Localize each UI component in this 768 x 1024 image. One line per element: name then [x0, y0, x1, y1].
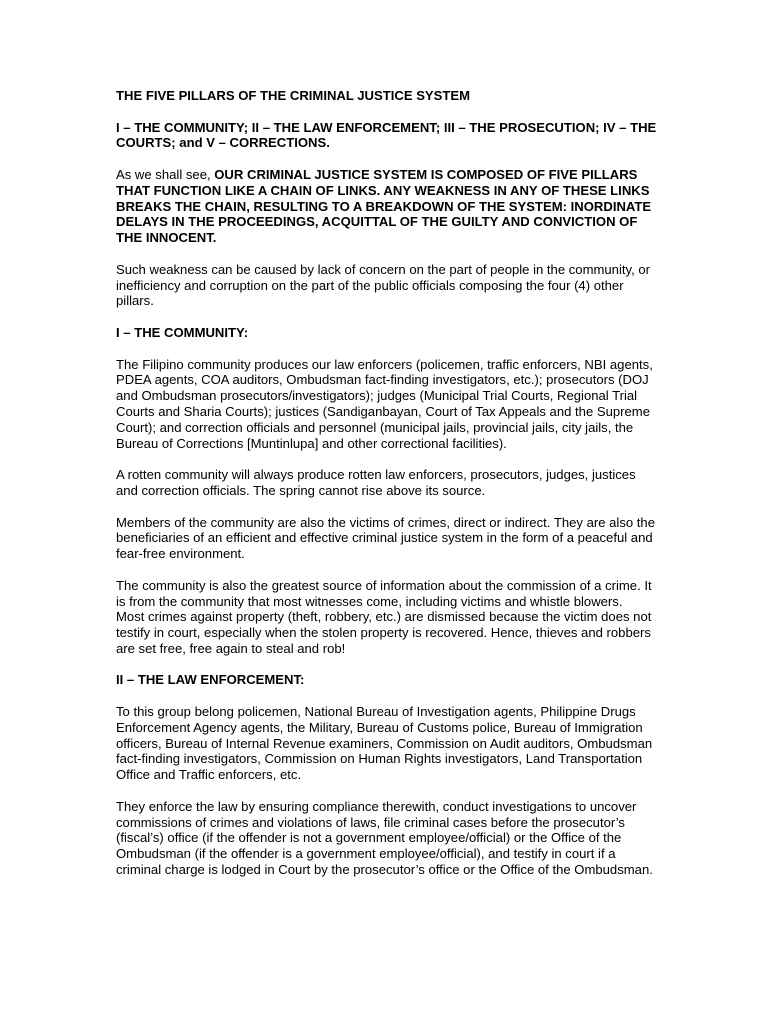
law-enforcement-paragraph-1: To this group belong policemen, National Bureau of Investigation agents, Philippine Drugs Enforcement Agency agents, the Military, Bureau of Customs police, Bureau of Immigration officers, Bureau of Internal Revenue examiners, Commission on Audit auditors, Ombudsman fact-finding investigators, Commission on Human Rights investigators, Land Transportation Office and Traffic enforcers, etc. — [116, 704, 653, 783]
section-heading-law-enforcement: II – THE LAW ENFORCEMENT: — [116, 672, 305, 688]
community-paragraph-4: The community is also the greatest source of information about the commission of a crime. It is from the community that most witnesses come, including victims and whistle blowers. — [116, 577, 652, 609]
section-heading-community: I – THE COMMUNITY: — [116, 324, 249, 340]
intro-paragraph — [116, 167, 658, 246]
community-paragraph-1: The Filipino community produces our law enforcers (policemen, traffic enforcers, NBI agents, PDEA agents, COA auditors, Ombudsman fact-finding investigators, etc.); prosecutors (DOJ and Ombudsman prosecutors/investigators); judges (Municipal Trial Courts, Regional Trial Courts and Sharia Courts); justices (Sandiganbayan, Court of Tax Appeals and the Supreme Court); and correction officials and personnel (municipal jails, provincial jails, city jails, the Bureau of Corrections [Muntinlupa] and other correctional facilities). — [116, 356, 653, 451]
community-paragraph-2: A rotten community will always produce rotten law enforcers, prosecutors, judges, justices and correction officials. The spring cannot rise above its source. — [116, 467, 636, 498]
law-enforcement-paragraph-2: They enforce the law by ensuring compliance therewith, conduct investigations to uncover commissions of crimes and violations of laws, file criminal cases before the prosecutor’s (fiscal’s) office (if the offender is not a government employee/official) or the Office of the Ombudsman (if the offender is a government employee/official), and testify in court if a criminal charge is lodged in Court by the prosecutor’s office or the Office of the Ombudsman. — [116, 798, 653, 878]
pillars-line: I – THE COMMUNITY; II – THE LAW ENFORCEMENT; III – THE PROSECUTION; IV – THE COURTS; and V – CORRECTIONS. — [116, 119, 657, 151]
weakness-paragraph: Such weakness can be caused by lack of concern on the part of people in the community, or inefficiency and corruption on the part of the public officials composing the four (4) other pillars. — [116, 261, 650, 309]
community-paragraph-3: Members of the community are also the victims of crimes, direct or indirect. They are also the beneficiaries of an efficient and effective criminal justice system in the form of a peaceful and fear-free environment. — [116, 514, 655, 562]
community-paragraph-5: Most crimes against property (theft, robbery, etc.) are dismissed because the victim does not testify in court, especially when the stolen property is recovered. Hence, thieves and robbers are set free, free again to steal and rob! — [116, 609, 652, 656]
intro-lead: As we shall see, — [116, 166, 215, 182]
intro-bold-text: OUR CRIMINAL JUSTICE SYSTEM IS COMPOSED OF FIVE PILLARS THAT FUNCTION LIKE A CHAIN OF LINKS. ANY WEAKNESS IN ANY OF THESE LINKS BREAKS THE CHAIN, RESULTING TO A BREAKDOWN OF THE SYSTEM: INORDINATE DELAYS IN THE PROCEEDINGS, ACQUITTAL OF THE GUILTY AND CONVICTION OF THE INNOCENT. — [116, 166, 652, 246]
document-body — [116, 88, 658, 878]
document-title: THE FIVE PILLARS OF THE CRIMINAL JUSTICE SYSTEM — [116, 88, 471, 103]
